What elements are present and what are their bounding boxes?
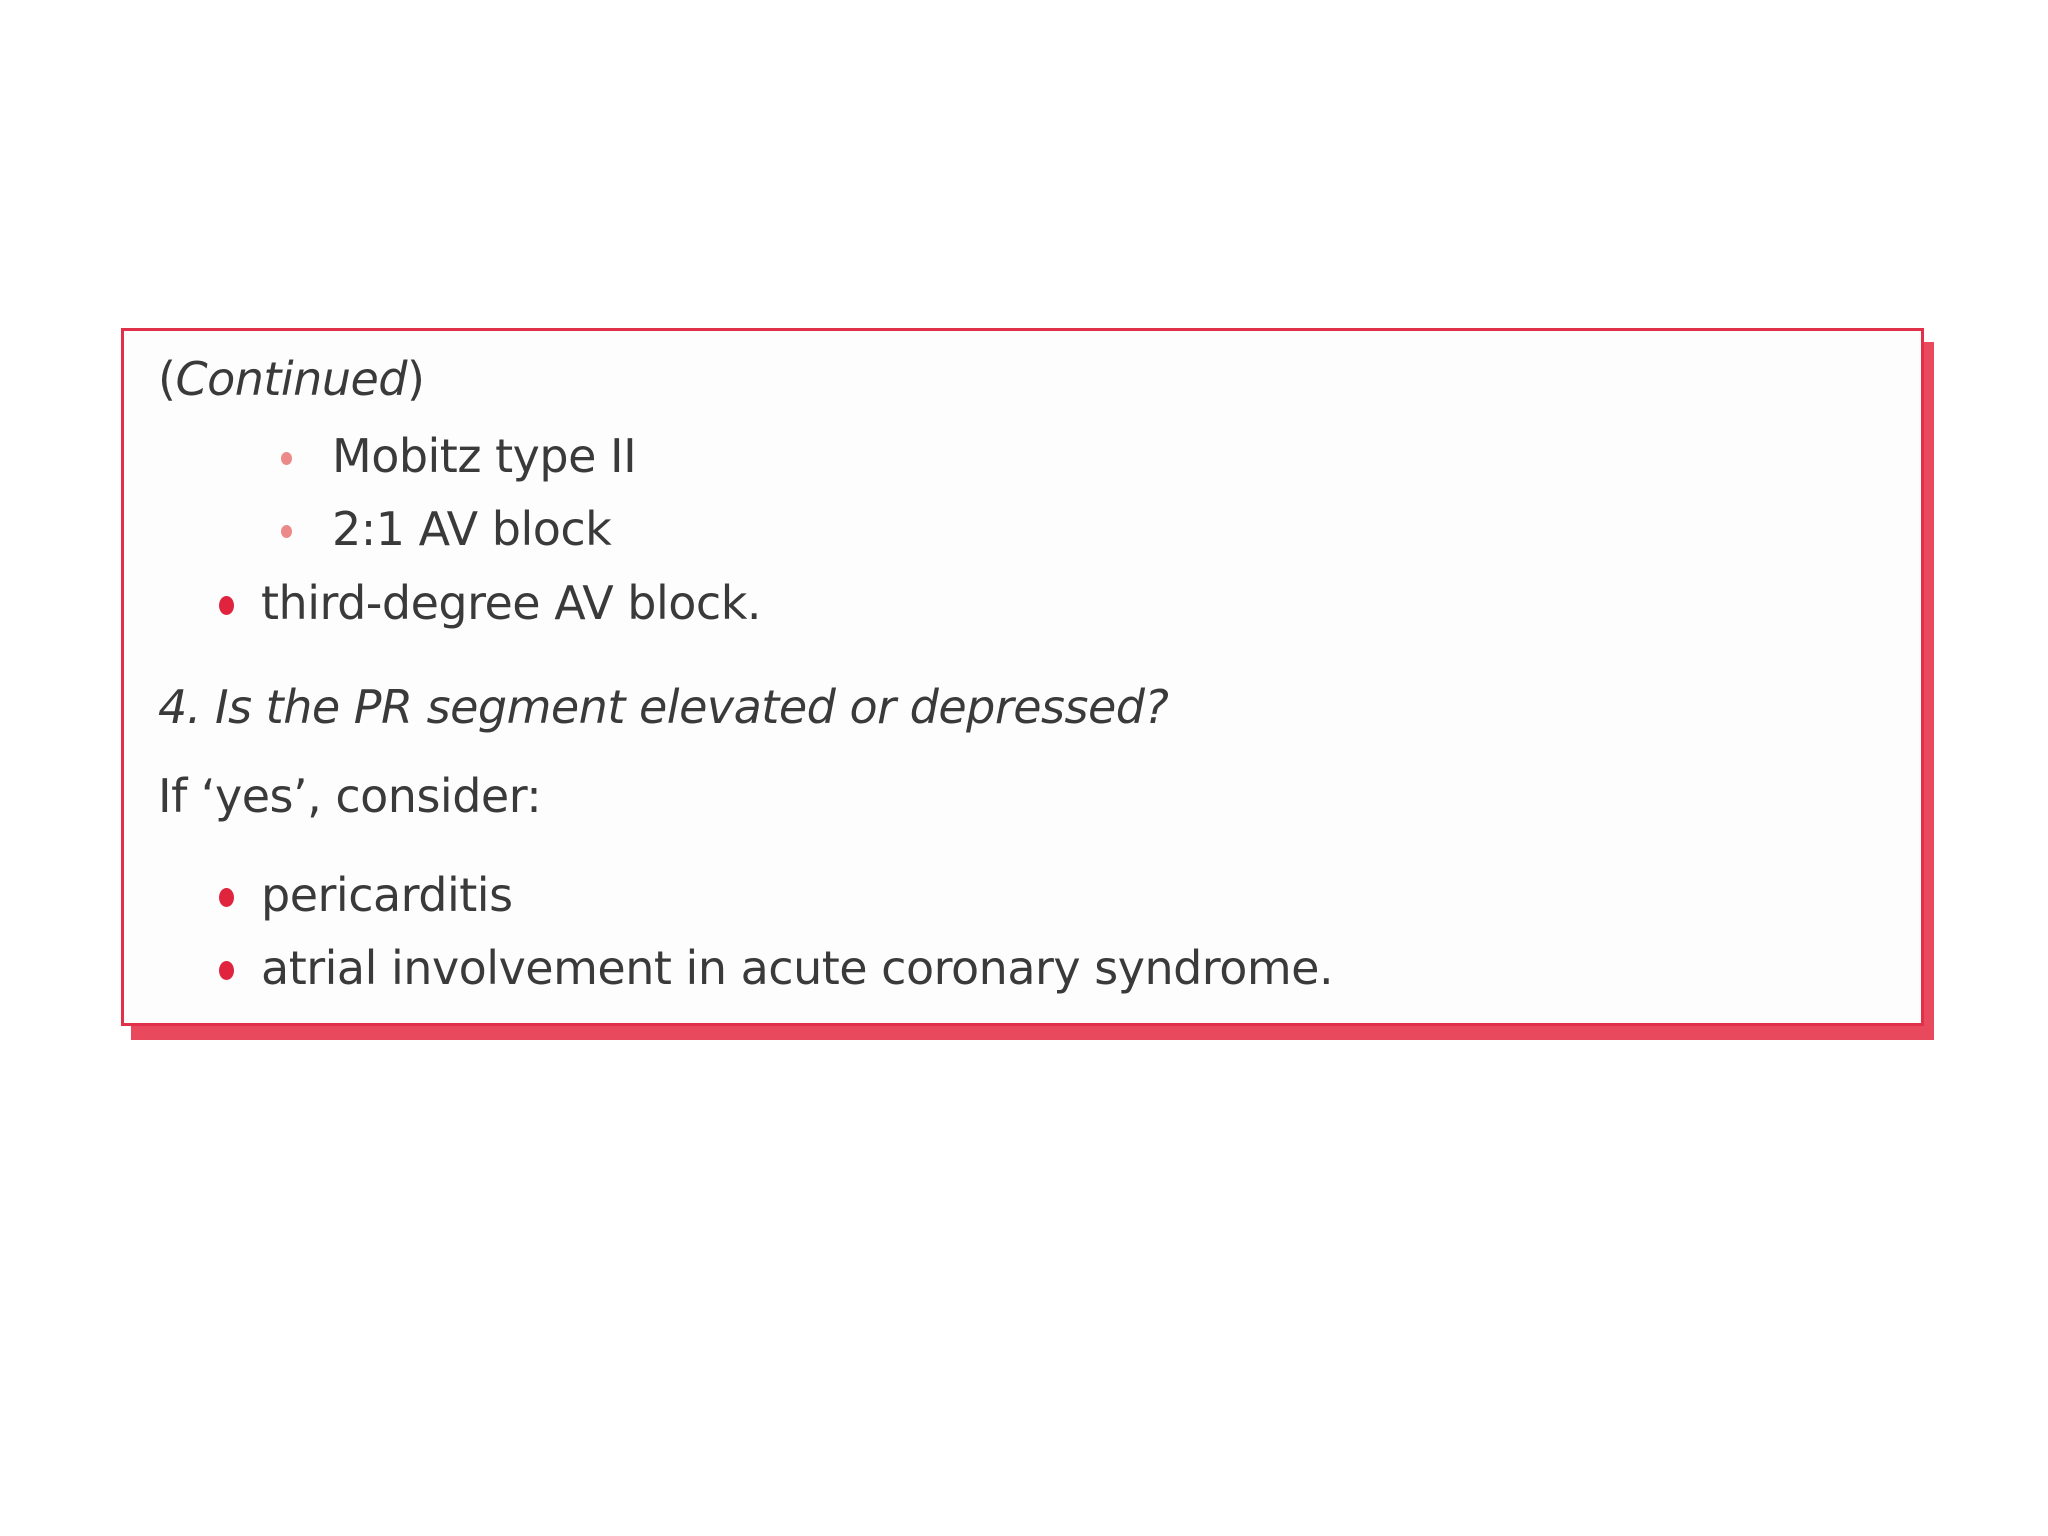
content-box bbox=[121, 328, 1924, 1026]
continued-label bbox=[158, 352, 425, 406]
question-heading: 4. Is the PR segment elevated or depressed? bbox=[158, 680, 1169, 734]
list-item-third-degree: third-degree AV block. bbox=[261, 576, 761, 630]
consider-item: pericarditis bbox=[261, 868, 513, 922]
sub-list-item: 2:1 AV block bbox=[332, 502, 612, 556]
bullet-icon bbox=[219, 596, 234, 615]
sub-bullet-icon bbox=[281, 452, 292, 465]
bullet-icon bbox=[219, 888, 234, 907]
continued-word: Continued bbox=[175, 352, 407, 406]
continued-open-paren: ( bbox=[158, 352, 176, 406]
consider-item: atrial involvement in acute coronary syndrome. bbox=[261, 941, 1334, 995]
bullet-icon bbox=[219, 961, 234, 980]
sub-list-item: Mobitz type II bbox=[332, 429, 637, 483]
continued-close-paren: ) bbox=[407, 352, 425, 406]
sub-bullet-icon bbox=[281, 525, 292, 538]
if-yes-label: If ‘yes’, consider: bbox=[158, 769, 542, 823]
